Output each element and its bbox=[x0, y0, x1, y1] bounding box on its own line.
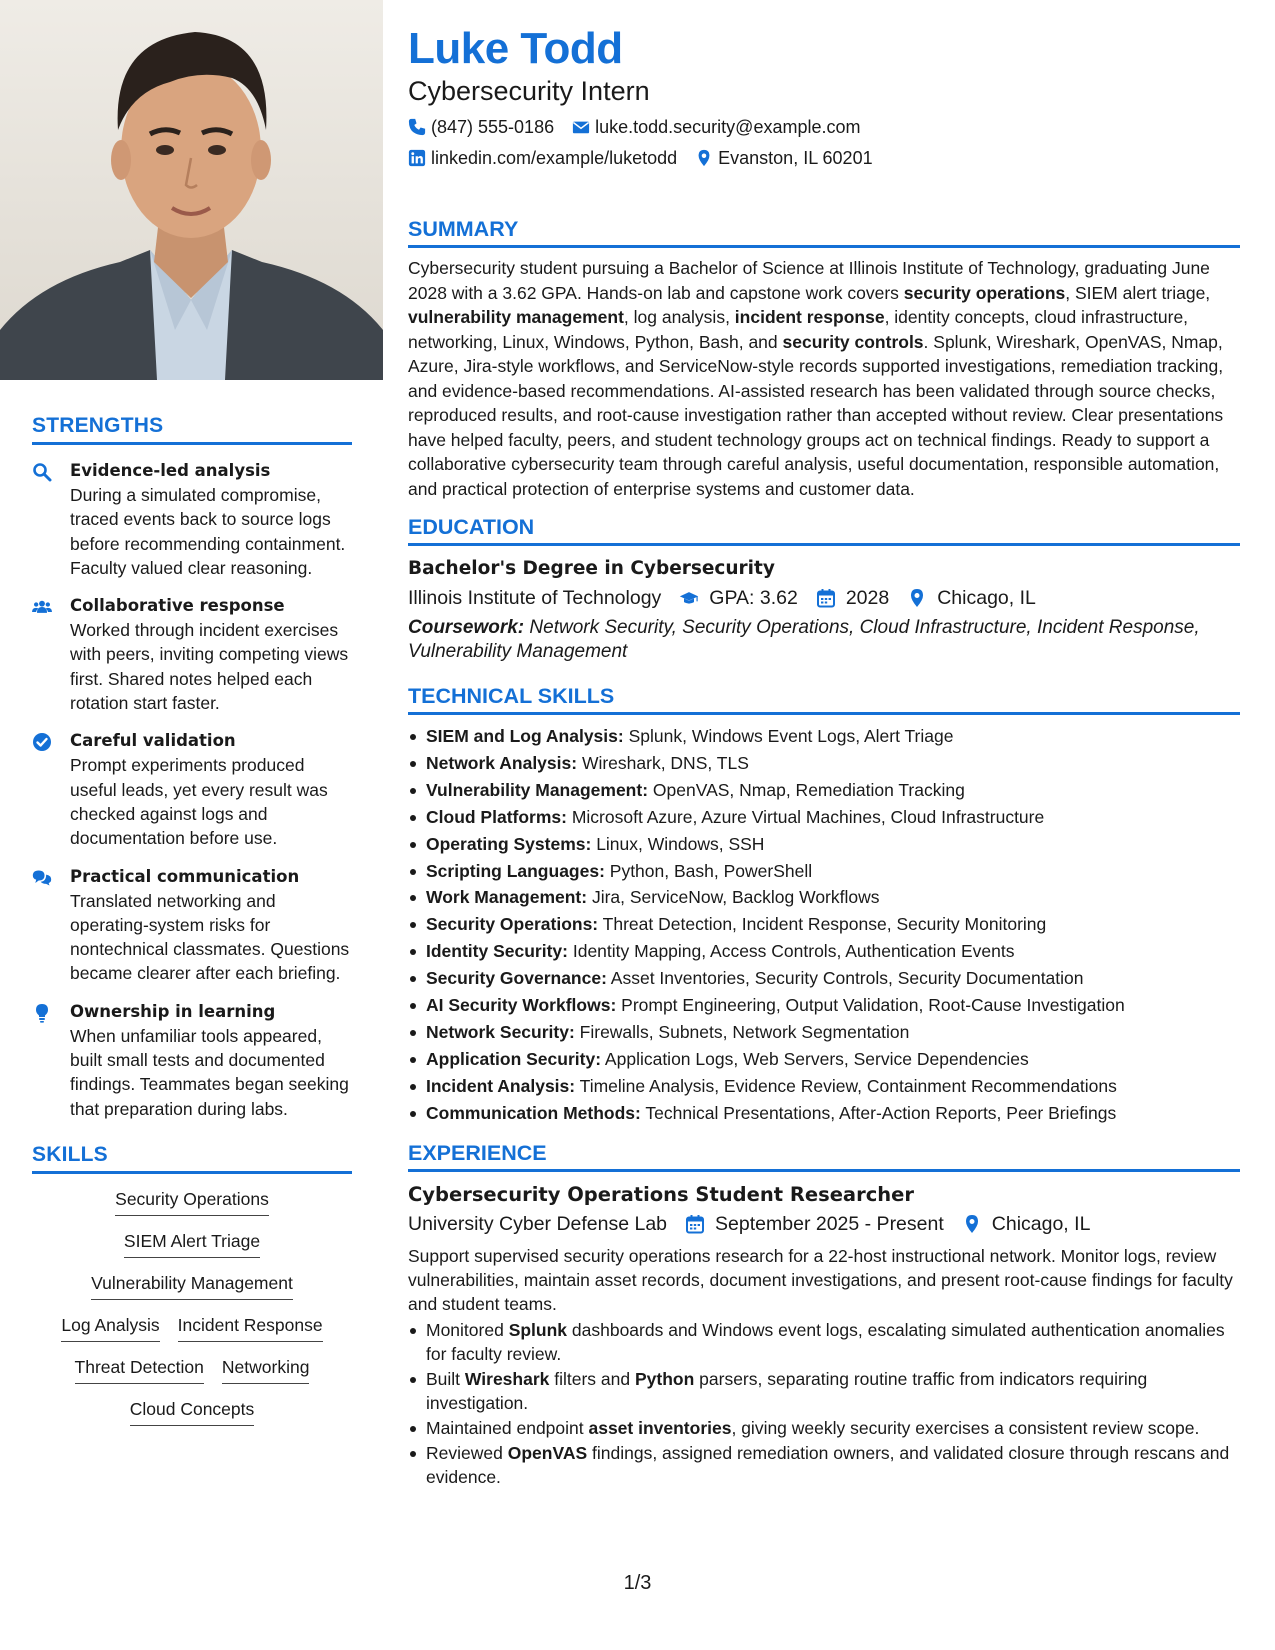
job-description: Support supervised security operations research for a 22-host instructional network. Monitor logs, review vulnerabilities, maintain asset records, document investigations, and present root-cause findings for faculty and student teams. bbox=[408, 1245, 1233, 1314]
skill-values: Firewalls, Subnets, Network Segmentation bbox=[574, 1021, 910, 1042]
phone-icon bbox=[408, 118, 426, 136]
right-column bbox=[408, 22, 1240, 1490]
location-contact bbox=[695, 145, 872, 171]
education-heading: EDUCATION bbox=[408, 515, 1240, 546]
strength-title: Careful validation bbox=[70, 731, 236, 751]
technical-skill-item bbox=[408, 723, 1240, 750]
experience-bullet bbox=[408, 1367, 1240, 1415]
map-pin-icon bbox=[695, 149, 713, 167]
skill-chip: SIEM Alert Triage bbox=[124, 1228, 260, 1258]
skill-values: OpenVAS, Nmap, Remediation Tracking bbox=[648, 779, 965, 800]
experience-section bbox=[408, 1141, 1240, 1489]
comments-icon bbox=[32, 865, 70, 986]
experience-bullet bbox=[408, 1441, 1240, 1489]
skill-chip: Vulnerability Management bbox=[91, 1270, 293, 1300]
technical-skill-item bbox=[408, 804, 1240, 831]
technical-skill-item bbox=[408, 831, 1240, 858]
skill-category: Operating Systems: bbox=[426, 833, 592, 854]
skill-values: Technical Presentations, After-Action Reports, Peer Briefings bbox=[640, 1102, 1117, 1123]
job-title: Cybersecurity Operations Student Researcher bbox=[408, 1182, 914, 1206]
text-segment: parsers, separating routine traffic from indicators requiring investigation. bbox=[426, 1368, 1148, 1413]
graduation-cap-icon bbox=[679, 588, 699, 608]
coursework-list: Network Security, Security Operations, Cloud Infrastructure, Incident Response, Vulnerability Management bbox=[408, 617, 1200, 662]
page-indicator: 1/3 bbox=[623, 1572, 652, 1594]
skill-values: Wireshark, DNS, TLS bbox=[577, 752, 749, 773]
text-segment: findings, assigned remediation owners, and validated closure through rescans and evidence. bbox=[426, 1442, 1230, 1487]
skill-category: Network Security: bbox=[426, 1021, 575, 1042]
technical-skill-item bbox=[408, 884, 1240, 911]
skill-values: Jira, ServiceNow, Backlog Workflows bbox=[587, 887, 880, 908]
map-pin-icon bbox=[907, 588, 927, 608]
strength-item bbox=[32, 459, 352, 580]
skill-values: Timeline Analysis, Evidence Review, Containment Recommendations bbox=[575, 1075, 1117, 1096]
search-icon bbox=[32, 459, 70, 580]
technical-skills-list bbox=[408, 723, 1240, 1127]
coursework-label: Coursework: bbox=[408, 617, 525, 638]
strength-item bbox=[32, 594, 352, 715]
job-meta bbox=[408, 1210, 1240, 1238]
experience-bullets bbox=[408, 1318, 1240, 1489]
skill-category: Incident Analysis: bbox=[426, 1075, 576, 1096]
strength-item bbox=[32, 1000, 352, 1121]
strength-text: During a simulated compromise, traced events back to source logs before recommending containment. Faculty valued clear reasoning. bbox=[70, 485, 346, 578]
education-section bbox=[408, 515, 1240, 664]
text-segment: , identity concepts, cloud infrastructure, networking, Linux, Windows, Python, Bash, and bbox=[408, 307, 1189, 352]
skill-values: Microsoft Azure, Azure Virtual Machines, Cloud Infrastructure bbox=[566, 806, 1045, 827]
emphasis-text: Wireshark bbox=[464, 1368, 550, 1389]
envelope-icon bbox=[572, 118, 590, 136]
strength-item bbox=[32, 729, 352, 850]
linkedin-icon bbox=[408, 149, 426, 167]
skill-values: Application Logs, Web Servers, Service Dependencies bbox=[601, 1048, 1029, 1069]
skill-chip: Log Analysis bbox=[61, 1312, 159, 1342]
skill-values: Splunk, Windows Event Logs, Alert Triage bbox=[623, 726, 954, 746]
emphasis-text: security operations bbox=[903, 282, 1066, 303]
summary-text bbox=[408, 256, 1240, 501]
text-segment: Monitored bbox=[426, 1319, 509, 1340]
skill-category: Cloud Platforms: bbox=[426, 806, 567, 827]
location-text: Evanston, IL 60201 bbox=[718, 148, 873, 168]
text-segment: dashboards and Windows event logs, escalating simulated authentication anomalies for faculty review. bbox=[426, 1319, 1225, 1364]
text-segment: Built bbox=[426, 1368, 465, 1389]
experience-heading: EXPERIENCE bbox=[408, 1141, 1240, 1172]
emphasis-text: OpenVAS bbox=[507, 1442, 588, 1463]
education-meta bbox=[408, 584, 1240, 612]
technical-skill-item bbox=[408, 777, 1240, 804]
graduation-year: 2028 bbox=[845, 587, 890, 609]
technical-skill-item bbox=[408, 1046, 1240, 1073]
lightbulb-icon bbox=[32, 1000, 70, 1121]
technical-skill-item bbox=[408, 938, 1240, 965]
contact-row bbox=[408, 145, 1240, 171]
strength-title: Ownership in learning bbox=[70, 1001, 276, 1021]
left-column bbox=[0, 0, 383, 1650]
skill-chip: Cloud Concepts bbox=[130, 1396, 255, 1426]
technical-skill-item bbox=[408, 750, 1240, 777]
email-text: luke.todd.security@example.com bbox=[595, 117, 861, 137]
strength-title: Collaborative response bbox=[70, 596, 285, 616]
text-segment: , log analysis, bbox=[623, 307, 735, 327]
school-name: Illinois Institute of Technology bbox=[408, 587, 662, 609]
contact-row bbox=[408, 114, 1240, 140]
strength-title: Practical communication bbox=[70, 866, 300, 886]
school-location: Chicago, IL bbox=[937, 587, 1036, 609]
map-pin-icon bbox=[962, 1214, 982, 1234]
technical-skill-item bbox=[408, 992, 1240, 1019]
technical-skills-section bbox=[408, 684, 1240, 1127]
strength-text: Worked through incident exercises with peers, inviting competing views first. Shared notes helped each rotation start faster. bbox=[70, 620, 349, 714]
text-segment: Reviewed bbox=[426, 1442, 508, 1463]
skills-chips bbox=[32, 1186, 352, 1426]
skill-values: Prompt Engineering, Output Validation, Root-Cause Investigation bbox=[616, 995, 1125, 1016]
text-segment: Maintained endpoint bbox=[426, 1417, 589, 1438]
skill-values: Threat Detection, Incident Response, Security Monitoring bbox=[598, 914, 1047, 935]
technical-skills-heading: TECHNICAL SKILLS bbox=[408, 684, 1240, 715]
technical-skill-item bbox=[408, 1100, 1240, 1127]
degree-title: Bachelor's Degree in Cybersecurity bbox=[408, 558, 775, 579]
skill-category: Scripting Languages: bbox=[426, 860, 605, 881]
emphasis-text: asset inventories bbox=[588, 1417, 732, 1438]
skill-category: AI Security Workflows: bbox=[426, 995, 617, 1016]
job-location: Chicago, IL bbox=[991, 1212, 1091, 1235]
summary-heading: SUMMARY bbox=[408, 217, 1240, 248]
users-icon bbox=[32, 594, 70, 715]
emphasis-text: vulnerability management bbox=[408, 307, 624, 327]
skills-heading: SKILLS bbox=[32, 1143, 352, 1174]
skill-category: Application Security: bbox=[426, 1048, 602, 1069]
text-segment: Cybersecurity student pursuing a Bachelor of Science at Illinois Institute of Technology, graduating June 2028 with a 3.62 GPA. Hands-on lab and capstone work covers bbox=[408, 258, 1210, 303]
skill-chip: Incident Response bbox=[178, 1312, 323, 1342]
calendar-icon bbox=[816, 588, 836, 608]
skill-values: Python, Bash, PowerShell bbox=[604, 860, 813, 881]
experience-bullet bbox=[408, 1318, 1240, 1366]
calendar-icon bbox=[685, 1214, 705, 1234]
emphasis-text: Python bbox=[634, 1368, 695, 1389]
strength-text: Translated networking and operating-system risks for nontechnical classmates. Questions became clearer after each briefing. bbox=[70, 890, 350, 984]
phone-text: (847) 555-0186 bbox=[431, 117, 555, 137]
linkedin-contact[interactable] bbox=[408, 145, 677, 171]
skill-category: Security Governance: bbox=[426, 968, 607, 989]
skill-category: Communication Methods: bbox=[426, 1102, 641, 1123]
skill-chip: Networking bbox=[222, 1354, 310, 1384]
technical-skill-item bbox=[408, 965, 1240, 992]
linkedin-text: linkedin.com/example/luketodd bbox=[431, 148, 678, 168]
skill-category: Work Management: bbox=[426, 887, 588, 908]
candidate-name: Luke Todd bbox=[408, 24, 623, 73]
strength-text: Prompt experiments produced useful leads, yet every result was checked against logs and documentation before use. bbox=[70, 755, 328, 849]
coursework bbox=[408, 616, 1240, 664]
skill-values: Identity Mapping, Access Controls, Authentication Events bbox=[567, 941, 1015, 962]
strength-item bbox=[32, 865, 352, 986]
technical-skill-item bbox=[408, 1019, 1240, 1046]
emphasis-text: incident response bbox=[734, 307, 885, 327]
emphasis-text: security controls bbox=[782, 331, 924, 352]
technical-skill-item bbox=[408, 911, 1240, 938]
skill-values: Asset Inventories, Security Controls, Security Documentation bbox=[606, 968, 1084, 989]
candidate-role: Cybersecurity Intern bbox=[408, 76, 650, 106]
left-content bbox=[32, 414, 352, 1426]
check-circle-icon bbox=[32, 729, 70, 850]
skill-category: Security Operations: bbox=[426, 914, 599, 935]
skill-chip: Threat Detection bbox=[75, 1354, 204, 1384]
technical-skill-item bbox=[408, 858, 1240, 885]
skill-category: SIEM and Log Analysis: bbox=[426, 726, 624, 746]
text-segment: . Splunk, Wireshark, OpenVAS, Nmap, Azure, Jira-style workflows, and ServiceNow-style records supported investigations, remediation tracking, and evidence-based recommendations. AI-assisted research has been validated through source checks, reproduced results, and root-cause investigation rather than accepted without review. Clear presentations have helped faculty, peers, and student technology groups act on technical findings. Ready to support a collaborative cybersecurity team through careful analysis, useful documentation, responsible automation, and practical protection of enterprise systems and customer data. bbox=[408, 331, 1224, 499]
text-segment: , giving weekly security exercises a consistent review scope. bbox=[731, 1417, 1200, 1438]
phone-contact[interactable] bbox=[408, 114, 554, 140]
skill-chip: Security Operations bbox=[115, 1186, 269, 1216]
strengths-heading: STRENGTHS bbox=[32, 414, 352, 445]
gpa-text: GPA: 3.62 bbox=[709, 587, 798, 609]
emphasis-text: Splunk bbox=[508, 1319, 568, 1340]
strength-title: Evidence-led analysis bbox=[70, 461, 271, 480]
summary-section bbox=[408, 217, 1240, 501]
technical-skill-item bbox=[408, 1073, 1240, 1100]
organization: University Cyber Defense Lab bbox=[408, 1212, 668, 1235]
skill-category: Identity Security: bbox=[426, 941, 568, 962]
profile-photo bbox=[0, 0, 383, 380]
text-segment: , SIEM alert triage, bbox=[1065, 282, 1211, 303]
text-segment: filters and bbox=[549, 1368, 635, 1389]
skill-category: Vulnerability Management: bbox=[426, 779, 649, 800]
skill-values: Linux, Windows, SSH bbox=[591, 833, 765, 854]
job-dates: September 2025 - Present bbox=[715, 1212, 944, 1235]
experience-bullet bbox=[408, 1416, 1240, 1440]
strength-text: When unfamiliar tools appeared, built small tests and documented findings. Teammates began seeking that preparation during labs. bbox=[70, 1025, 349, 1119]
email-contact[interactable] bbox=[572, 114, 860, 140]
skill-category: Network Analysis: bbox=[426, 752, 578, 773]
